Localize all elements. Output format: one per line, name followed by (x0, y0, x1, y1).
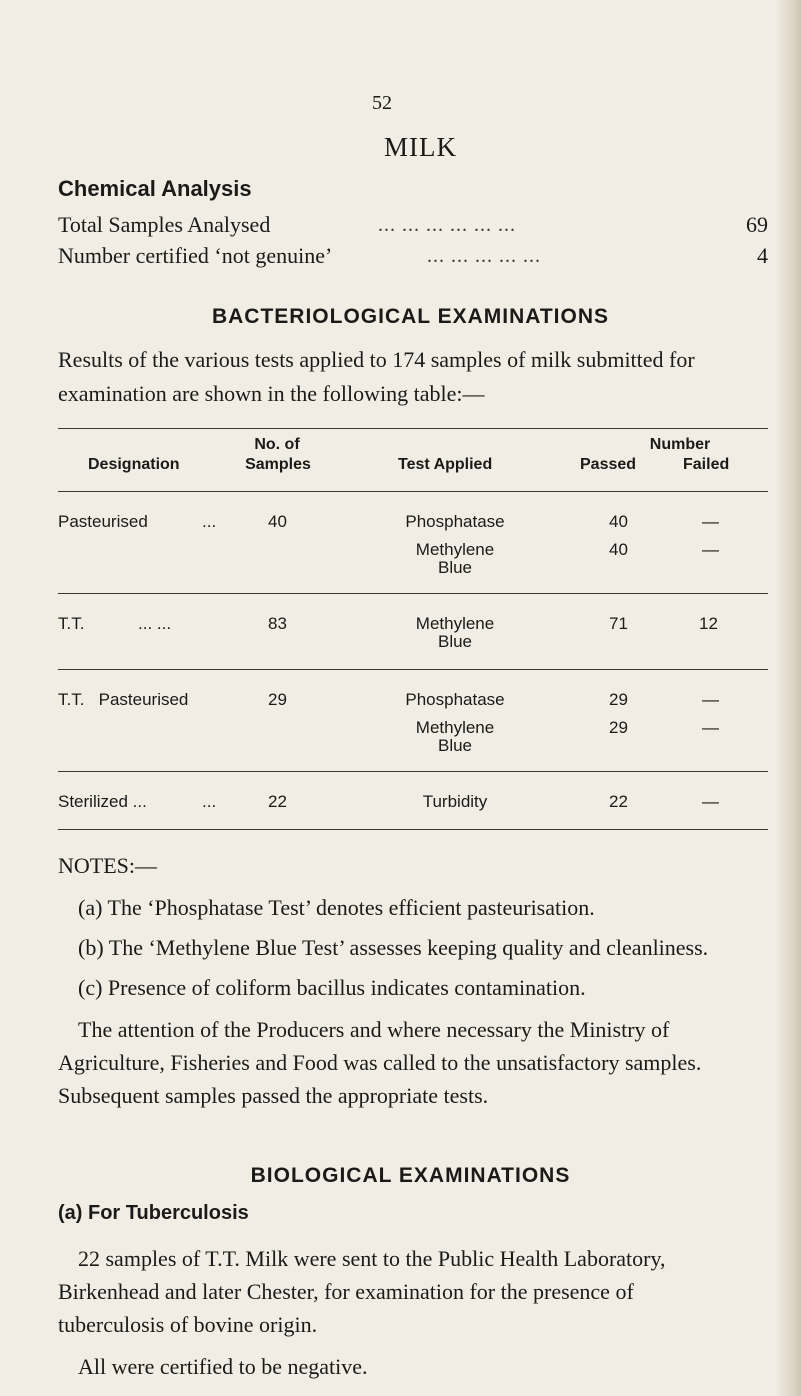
table-row-designation: Pasteurised (58, 512, 148, 531)
header-failed: Failed (683, 456, 730, 473)
table-cell-test: Phosphatase (405, 690, 505, 709)
table-cell-passed: 22 (609, 792, 628, 811)
table-cell-passed: 29 (609, 718, 628, 737)
header-designation: Designation (88, 456, 180, 473)
chemical-analysis-heading: Chemical Analysis (58, 176, 252, 201)
table-cell-failed: 12 (699, 614, 718, 633)
table-cell-failed: — (702, 718, 719, 737)
header-samples-line-2: Samples (245, 456, 311, 473)
table-cell-test-line-2: Blue (437, 632, 473, 651)
tuberculosis-subheading: (a) For Tuberculosis (58, 1202, 249, 1224)
table-row-samples: 29 (268, 690, 287, 709)
table-row-designation: T.T. (58, 614, 85, 633)
total-samples-label: Total Samples Analysed (58, 212, 271, 237)
table-cell-test: Phosphatase (405, 512, 505, 531)
table-cell-test-line-2: Blue (437, 736, 473, 755)
header-test-applied: Test Applied (398, 456, 493, 473)
not-genuine-leader-dots: ... ... ... ... ... (427, 245, 541, 267)
total-samples-value: 69 (746, 212, 768, 237)
table-group-rule (58, 593, 768, 594)
table-bottom-rule (58, 829, 768, 830)
table-row-designation: T.T. Pasteurised (58, 690, 189, 709)
biological-paragraph-line-3: tuberculosis of bovine origin. (58, 1312, 318, 1337)
table-cell-passed: 40 (609, 540, 628, 559)
table-row-samples: 22 (268, 792, 287, 811)
biological-paragraph-line-2: Birkenhead and later Chester, for examination for the presence of (58, 1279, 634, 1304)
table-group-rule (58, 771, 768, 772)
table-cell-test-line-2: Blue (437, 558, 473, 577)
page-number: 52 (372, 92, 392, 114)
table-cell-failed: — (702, 792, 719, 811)
table-row-leader-dots: ... ... (138, 614, 172, 633)
table-cell-failed: — (702, 690, 719, 709)
table-group-rule (58, 669, 768, 670)
table-row-designation: Sterilized ... (58, 792, 147, 811)
table-row-leader-dots: ... (202, 792, 217, 811)
table-row-samples: 40 (268, 512, 287, 531)
notes-paragraph-line-3: Subsequent samples passed the appropriate tests. (58, 1083, 489, 1108)
header-bottom-rule (58, 491, 768, 492)
note-item-b: (b) The ‘Methylene Blue Test’ assesses keeping quality and cleanliness. (78, 935, 709, 960)
bacteriological-heading: BACTERIOLOGICAL EXAMINATIONS (211, 305, 610, 328)
table-cell-passed: 29 (609, 690, 628, 709)
note-item-c: (c) Presence of coliform bacillus indicates contamination. (78, 975, 586, 1000)
table-cell-test: Methylene (415, 614, 495, 633)
note-item-a: (a) The ‘Phosphatase Test’ denotes efficient pasteurisation. (78, 895, 595, 920)
table-cell-passed: 71 (609, 614, 628, 633)
table-cell-test: Methylene (415, 540, 495, 559)
bacteriological-intro-line-1: Results of the various tests applied to 174 samples of milk submitted for (58, 347, 695, 372)
not-genuine-value: 4 (757, 243, 768, 268)
page-title: MILK (384, 132, 457, 162)
table-cell-test: Turbidity (422, 792, 488, 811)
notes-paragraph-line-2: Agriculture, Fisheries and Food was called to the unsatisfactory samples. (58, 1050, 702, 1075)
bacteriological-intro-line-2: examination are shown in the following table:— (58, 381, 485, 406)
not-genuine-label: Number certified ‘not genuine’ (58, 243, 333, 268)
notes-heading: NOTES:— (58, 853, 157, 878)
table-cell-passed: 40 (609, 512, 628, 531)
header-number: Number (649, 436, 711, 453)
total-samples-leader-dots: ... ... ... ... ... ... (378, 214, 516, 236)
table-row-samples: 83 (268, 614, 287, 633)
biological-heading: BIOLOGICAL EXAMINATIONS (250, 1164, 571, 1187)
table-top-rule (58, 428, 768, 429)
table-cell-test: Methylene (415, 718, 495, 737)
table-cell-failed: — (702, 512, 719, 531)
biological-paragraph-line-1: 22 samples of T.T. Milk were sent to the Public Health Laboratory, (78, 1246, 666, 1271)
header-samples-line-1: No. of (254, 436, 300, 453)
header-passed: Passed (580, 456, 637, 473)
notes-paragraph-line-1: The attention of the Producers and where necessary the Ministry of (78, 1017, 670, 1042)
biological-conclusion: All were certified to be negative. (78, 1354, 368, 1379)
table-row-leader-dots: ... (202, 512, 217, 531)
table-cell-failed: — (702, 540, 719, 559)
